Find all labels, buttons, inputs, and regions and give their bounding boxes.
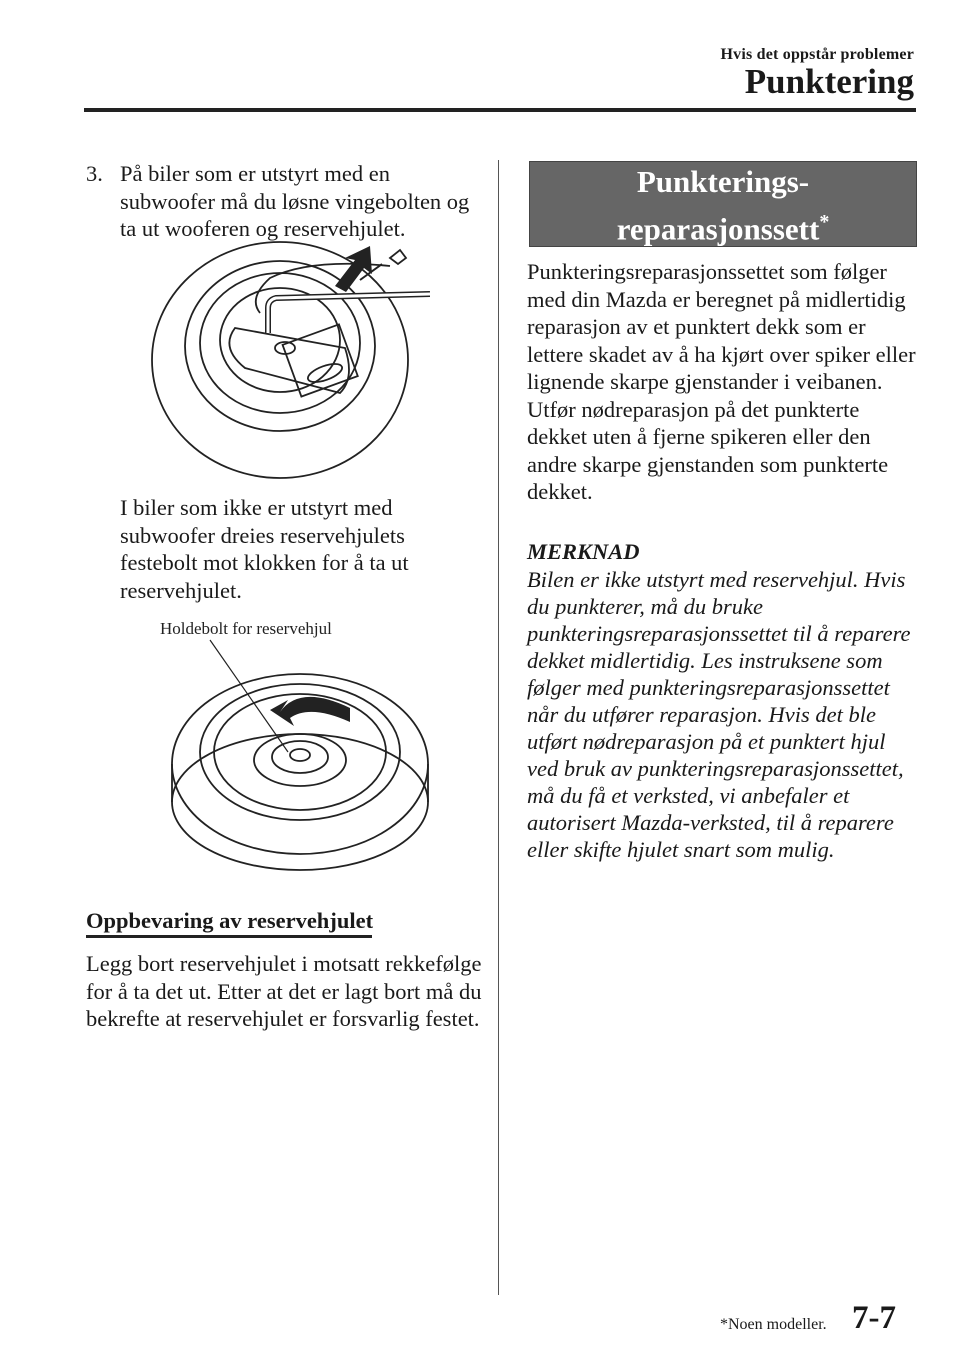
note-title: MERKNAD [527,539,640,564]
page-number: 7-7 [852,1300,896,1336]
step-number: 3. [86,161,103,186]
step-3 [86,160,486,243]
section-banner [529,161,917,247]
figure-label-holdebolt: Holdebolt for reservehjul [160,619,332,638]
repair-kit-description [527,258,917,506]
subheading-underline [86,935,372,938]
spare-wheel-bolt-rotation-illustration [160,612,440,884]
step-text: På biler som er utstyrt med en subwoofer må du løsne vingebolten og ta ut wooferen og reservehjulet. [120,161,470,241]
repair-kit-paragraph-1: Punkteringsreparasjonssettet som følger med din Mazda er beregnet på midlertidig reparasjon av et punktert dekk som er lettere skadet av å ha kjørt over spiker eller lignende skarpe gjenstander i veibanen. [527,259,916,394]
banner-line-2: reparasjonssett [616,211,820,247]
spare-wheel-subwoofer-removal-illustration [150,238,430,490]
page-title: Punktering [744,62,914,101]
subheading-storage: Oppbevaring av reservehjulet [86,908,374,933]
paragraph-no-subwoofer: I biler som ikke er utstyrt med subwoofer dreies reservehjulets festebolt mot klokken for å ta ut reservehjulet. [120,495,409,603]
note-text: Bilen er ikke utstyrt med reservehjul. Hvis du punkterer, må du bruke punkteringsreparasjonssettet til å reparere dekket midlertidig. Les instruksene som følger med punkteringsreparasjonssettet når du utfører reparasjon. Hvis det ble utført nødreparasjon på et punktert hjul ved bruk av punkteringsreparasjonssettet, må du få et verksted, vi anbefaler et autorisert Mazda-verksted, til å reparere eller skifte hjulet snart som mulig. [527,567,911,862]
section-header: Hvis det oppstår problemer [720,46,914,63]
header-divider [84,108,916,112]
repair-kit-paragraph-2: Utfør nødreparasjon på det punkterte dekket uten å fjerne spikeren eller den andre skarpe gjenstanden som punkterte dekket. [527,396,889,504]
column-divider [498,160,499,1295]
banner-asterisk: * [819,211,830,233]
footnote: *Noen modeller. [720,1316,827,1333]
banner-line-1: Punkterings- [636,164,810,199]
paragraph-storage: Legg bort reservehjulet i motsatt rekkefølge for å ta det ut. Etter at det er lagt bort må du bekrefte at reservehjulet er forsvarlig festet. [86,951,482,1031]
